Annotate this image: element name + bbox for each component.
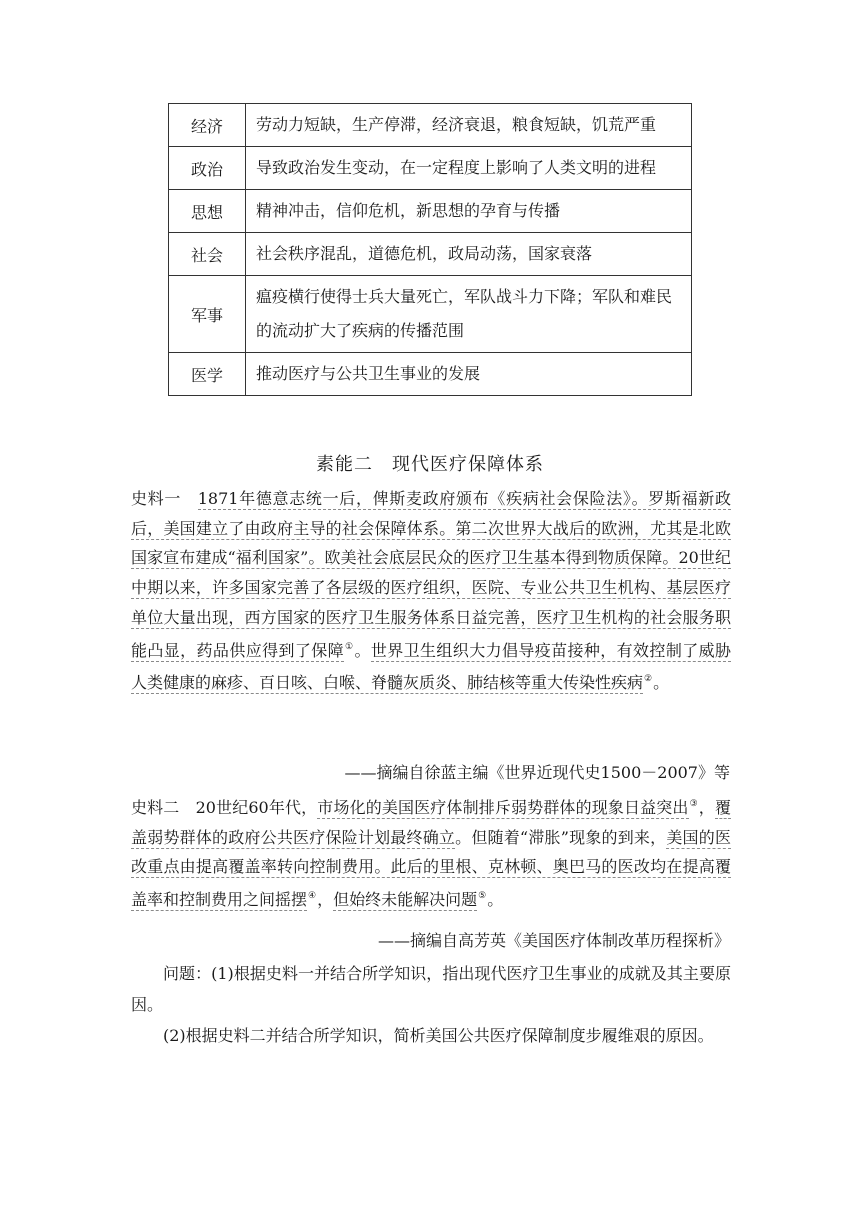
annotation-mark-5: ⑤ [478, 891, 487, 902]
punctuation: 。 [487, 890, 504, 910]
table-description: 导致政治发生变动，在一定程度上影响了人类文明的进程 [246, 147, 692, 190]
table-category: 政治 [169, 147, 246, 190]
annotation-mark-1: ① [345, 641, 354, 652]
impact-table [168, 103, 692, 396]
material-1-underlined-2: 世界卫生组织大力倡导疫苗接种，有效控制了威胁人类健康的麻疹、百日咳、白喉、脊髓灰质炎、肺结核等重大传染性疾病 [131, 640, 731, 693]
question-1: 问题：(1)根据史料一并结合所学知识，指出现代医疗卫生事业的成就及其主要原因。 [131, 964, 731, 1014]
table-category: 思想 [169, 190, 246, 233]
punctuation: ， [317, 890, 334, 910]
table-category: 社会 [169, 233, 246, 276]
table-row [169, 104, 692, 147]
material-2-underlined-1: 市场化的美国医疗体制排斥弱势群体的现象日益突出 [317, 798, 689, 817]
material-1-underlined-1: 1871年德意志统一后，俾斯麦政府颁布《疾病社会保险法》。罗斯福新政后，美国建立了由政府主导的社会保障体系。第二次世界大战后的欧洲，尤其是北欧国家宣布建成“福利国家”。欧美社会底层民众的医疗卫生基本得到物质保障。20世纪中期以来，许多国家完善了各层级的医疗组织，医院、专业公共卫生机构、基层医疗单位大量出现，西方国家的医疗卫生服务体系日益完善，医疗卫生机构的社会服务职能凸显，药品供应得到了保障 [131, 489, 731, 660]
material-2-underlined-3: 美国的医改重点由提高覆盖率转向控制费用。此后的里根、克林顿、奥巴马的医改均在提高覆盖率和控制费用之间摇摆 [131, 827, 731, 910]
punctuation: 。 [653, 673, 670, 693]
material-2-label: 史料二 [131, 798, 196, 817]
table-description: 社会秩序混乱，道德危机，政局动荡，国家衰落 [246, 233, 692, 276]
material-2 [131, 790, 731, 915]
material-2-lead: 20世纪60年代， [195, 798, 318, 817]
material-2-source: ——摘编自高芳英《美国医疗体制改革历程探析》 [377, 931, 730, 950]
section-title: 素能二 现代医疗保障体系 [316, 454, 544, 475]
material-2-underlined-4: 但始终未能解决问题 [333, 890, 478, 910]
material-2-mid: 。但随着“滞胀”现象的到来， [455, 827, 667, 847]
material-1-source: ——摘编自徐蓝主编《世界近现代史1500－2007》等 [344, 763, 730, 782]
table-category: 军事 [169, 276, 246, 353]
table-category: 医学 [169, 353, 246, 396]
table-row [169, 276, 692, 353]
table-row [169, 147, 692, 190]
question-2: (2)根据史料二并结合所学知识，简析美国公共医疗保障制度步履维艰的原因。 [163, 1026, 714, 1045]
annotation-mark-3: ③ [689, 799, 698, 809]
table-description: 瘟疫横行使得士兵大量死亡，军队战斗力下降；军队和难民的流动扩大了疾病的传播范围 [246, 276, 692, 353]
table-category: 经济 [169, 104, 246, 147]
table-description: 精神冲击，信仰危机，新思想的孕育与传播 [246, 190, 692, 233]
annotation-mark-4: ④ [308, 891, 317, 902]
punctuation: ， [698, 798, 715, 817]
table-row [169, 233, 692, 276]
table-description: 推动医疗与公共卫生事业的发展 [246, 353, 692, 396]
material-2-underlined-2: 覆盖弱势群体的政府公共医疗保险计划最终确立 [131, 798, 731, 847]
material-1 [131, 484, 731, 698]
table-row [169, 353, 692, 396]
punctuation: 。 [354, 640, 371, 660]
table-description: 劳动力短缺，生产停滞，经济衰退，粮食短缺，饥荒严重 [246, 104, 692, 147]
annotation-mark-2: ② [644, 674, 653, 685]
table-row [169, 190, 692, 233]
material-1-label: 史料一 [131, 489, 198, 508]
question-block [131, 958, 731, 1051]
